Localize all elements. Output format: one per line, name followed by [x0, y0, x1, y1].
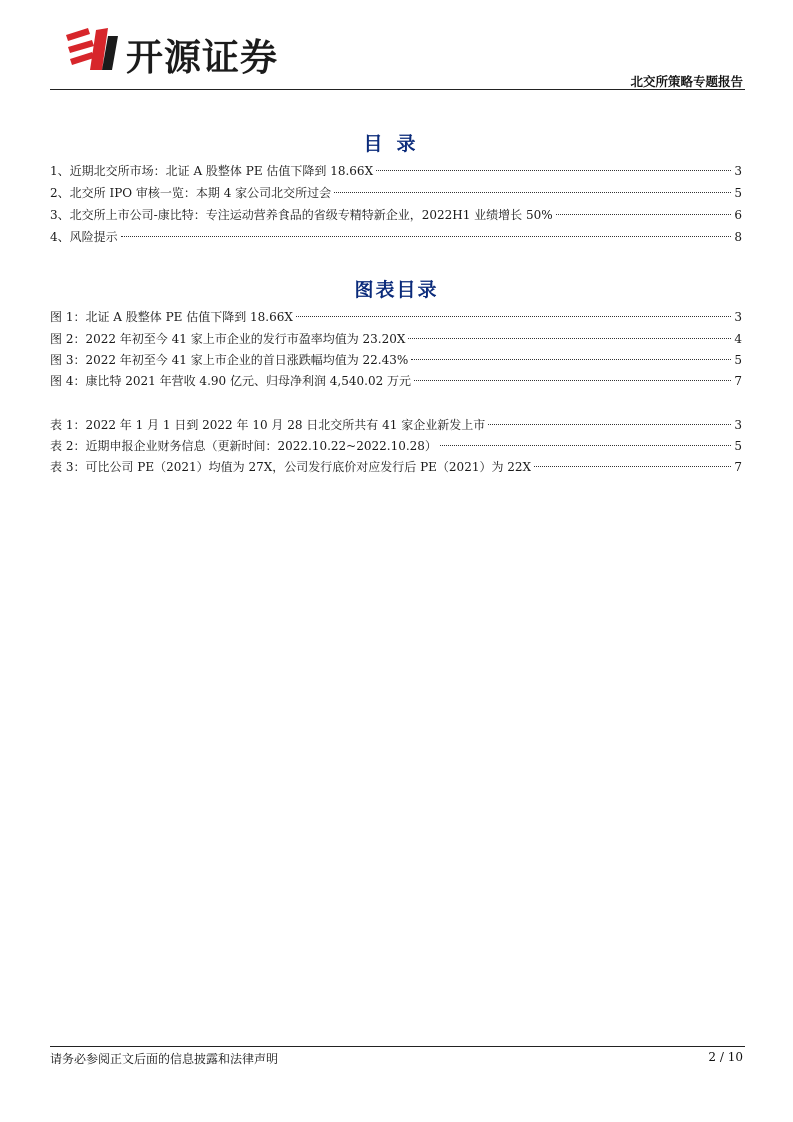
- figure-entry-text: 北证 A 股整体 PE 估值下降到 18.66X: [85, 310, 293, 324]
- dot-leader: [440, 445, 731, 446]
- table-entry[interactable]: [50, 438, 742, 454]
- footer-divider: [50, 1046, 745, 1047]
- header-divider: [50, 89, 745, 90]
- toc-entry-page: 8: [734, 230, 742, 244]
- footer-disclaimer: 请务必参阅正文后面的信息披露和法律声明: [50, 1052, 279, 1066]
- company-name: 开源证券: [126, 36, 278, 79]
- figure-entry[interactable]: [50, 331, 742, 347]
- toc-entry[interactable]: [50, 185, 742, 201]
- figure-entry-number: 图 1：: [50, 310, 86, 324]
- figure-entry-number: 图 2：: [50, 332, 86, 346]
- figure-entry-page: 4: [734, 332, 742, 346]
- dot-leader: [296, 316, 731, 317]
- table-entry-page: 5: [734, 439, 742, 453]
- toc-entry-text: 北交所上市公司-康比特：专注运动营养食品的省级专精特新企业，2022H1 业绩增长 50%: [69, 208, 553, 222]
- table-entry-number: 表 1：: [50, 418, 86, 432]
- toc-title: 目录: [363, 133, 430, 155]
- page-header: [0, 0, 793, 92]
- table-entry-text: 2022 年 1 月 1 日到 2022 年 10 月 28 日北交所共有 41 家企业新发上市: [85, 418, 486, 432]
- toc-entry-page: 6: [734, 208, 742, 222]
- table-entry-number: 表 2：: [50, 439, 86, 453]
- toc-entry[interactable]: [50, 207, 742, 223]
- toc-entry-page: 3: [734, 164, 742, 178]
- dot-leader: [334, 192, 731, 193]
- dot-leader: [411, 359, 731, 360]
- dot-leader: [534, 466, 731, 467]
- figure-entry-text: 2022 年初至今 41 家上市企业的发行市盈率均值为 23.20X: [85, 332, 406, 346]
- figure-entry-text: 康比特 2021 年营收 4.90 亿元、归母净利润 4,540.02 万元: [85, 374, 412, 388]
- toc-entry-page: 5: [734, 186, 742, 200]
- table-entry-text: 可比公司 PE（2021）均值为 27X，公司发行底价对应发行后 PE（2021）为 22X: [85, 460, 532, 474]
- figure-list-title: 图表目录: [354, 279, 439, 301]
- table-entry-number: 表 3：: [50, 460, 86, 474]
- report-type-label: 北交所策略专题报告: [630, 74, 743, 89]
- page-number: 2 / 10: [708, 1050, 743, 1064]
- figure-entry-number: 图 3：: [50, 353, 86, 367]
- toc-entry-number: 1、: [50, 164, 70, 178]
- figure-entry-page: 7: [734, 374, 742, 388]
- figure-entry-text: 2022 年初至今 41 家上市企业的首日涨跌幅均值为 22.43%: [85, 353, 409, 367]
- toc-entry-text: 风险提示: [69, 230, 118, 244]
- company-logo: [62, 26, 302, 79]
- table-entry[interactable]: [50, 417, 742, 433]
- toc-entry-text: 北交所 IPO 审核一览：本期 4 家公司北交所过会: [69, 186, 332, 200]
- figure-entry-page: 3: [734, 310, 742, 324]
- table-entry[interactable]: [50, 459, 742, 475]
- toc-entry-number: 3、: [50, 208, 70, 222]
- toc-entry-number: 2、: [50, 186, 70, 200]
- figure-entry[interactable]: [50, 352, 742, 368]
- dot-leader: [488, 424, 731, 425]
- toc-entry-text: 近期北交所市场：北证 A 股整体 PE 估值下降到 18.66X: [69, 164, 374, 178]
- dot-leader: [408, 338, 731, 339]
- dot-leader: [556, 214, 732, 215]
- figure-entry-page: 5: [734, 353, 742, 367]
- figure-entry[interactable]: [50, 373, 742, 389]
- toc-entry[interactable]: [50, 163, 742, 179]
- figure-entry-number: 图 4：: [50, 374, 86, 388]
- dot-leader: [376, 170, 731, 171]
- dot-leader: [414, 380, 731, 381]
- table-entry-text: 近期申报企业财务信息（更新时间：2022.10.22~2022.10.28）: [85, 439, 437, 453]
- kaiyuan-logo-icon: [62, 26, 120, 72]
- dot-leader: [121, 236, 732, 237]
- table-entry-page: 3: [734, 418, 742, 432]
- table-entry-page: 7: [734, 460, 742, 474]
- toc-entry[interactable]: [50, 229, 742, 245]
- toc-entry-number: 4、: [50, 230, 70, 244]
- figure-entry[interactable]: [50, 309, 742, 325]
